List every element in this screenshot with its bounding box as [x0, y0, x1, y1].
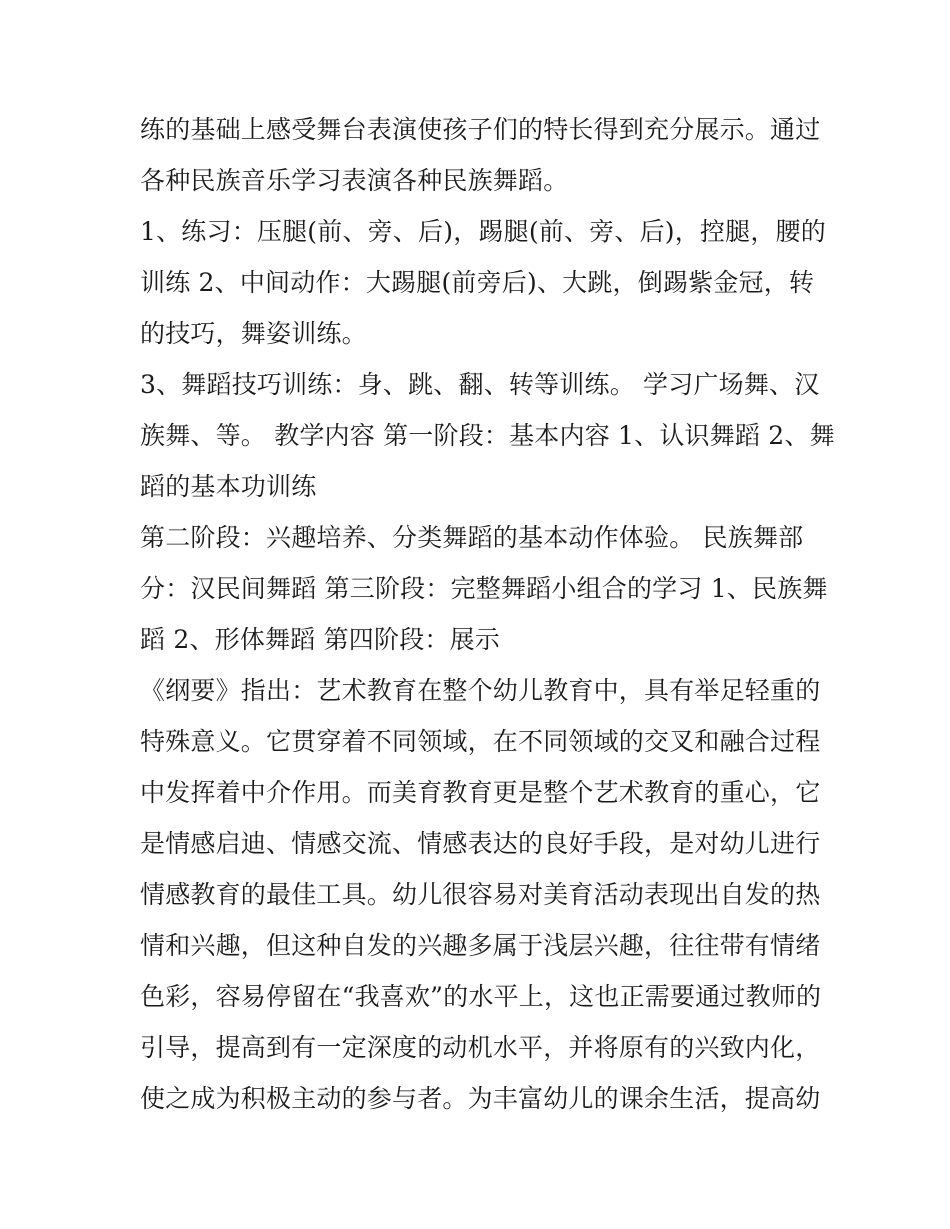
text-line: 情和兴趣，但这种自发的兴趣多属于浅层兴趣，往往带有情绪 [140, 931, 821, 960]
text-line: 练的基础上感受舞台表演使孩子们的特长得到充分展示。通过 [140, 115, 821, 144]
text-line: 引导，提高到有一定深度的动机水平，并将原有的兴致内化， [140, 1033, 821, 1062]
text-line: 色彩，容易停留在“我喜欢”的水平上，这也正需要通过教师的 [140, 982, 822, 1011]
text-line: 分：汉民间舞蹈 第三阶段：完整舞蹈小组合的学习 1、民族舞 [140, 574, 828, 603]
text-line: 训练 2、中间动作：大踢腿(前旁后)、大跳，倒踢紫金冠，转 [140, 268, 815, 297]
text-line: 1、练习：压腿(前、旁、后)，踢腿(前、旁、后)，控腿，腰的 [140, 217, 826, 246]
paragraph-5 [140, 665, 820, 1124]
text-line: 是情感启迪、情感交流、情感表达的良好手段，是对幼儿进行 [140, 829, 821, 858]
text-line: 第二阶段：兴趣培养、分类舞蹈的基本动作体验。 民族舞部 [140, 523, 804, 552]
document-body [140, 104, 835, 1124]
text-line: 3、舞蹈技巧训练：身、跳、翻、转等训练。 学习广场舞、汉 [140, 370, 820, 399]
paragraph-3 [140, 359, 835, 512]
text-line: 各种民族音乐学习表演各种民族舞蹈。 [140, 166, 569, 195]
paragraph-1 [140, 104, 820, 206]
text-line: 蹈的基本功训练 [140, 472, 317, 501]
text-line: 使之成为积极主动的参与者。为丰富幼儿的课余生活，提高幼 [140, 1084, 821, 1113]
text-line: 蹈 2、形体舞蹈 第四阶段：展示 [140, 625, 501, 654]
text-line: 的技巧，舞姿训练。 [140, 319, 367, 348]
text-line: 情感教育的最佳工具。幼儿很容易对美育活动表现出自发的热 [140, 880, 821, 909]
text-line: 族舞、等。 教学内容 第一阶段：基本内容 1、认识舞蹈 2、舞 [140, 421, 835, 450]
text-line: 中发挥着中介作用。而美育教育更是整个艺术教育的重心，它 [140, 778, 821, 807]
text-line: 特殊意义。它贯穿着不同领域，在不同领域的交叉和融合过程 [140, 727, 821, 756]
paragraph-2 [140, 206, 826, 359]
text-line: 《纲要》指出：艺术教育在整个幼儿教育中，具有举足轻重的 [140, 676, 821, 705]
paragraph-4 [140, 512, 828, 665]
